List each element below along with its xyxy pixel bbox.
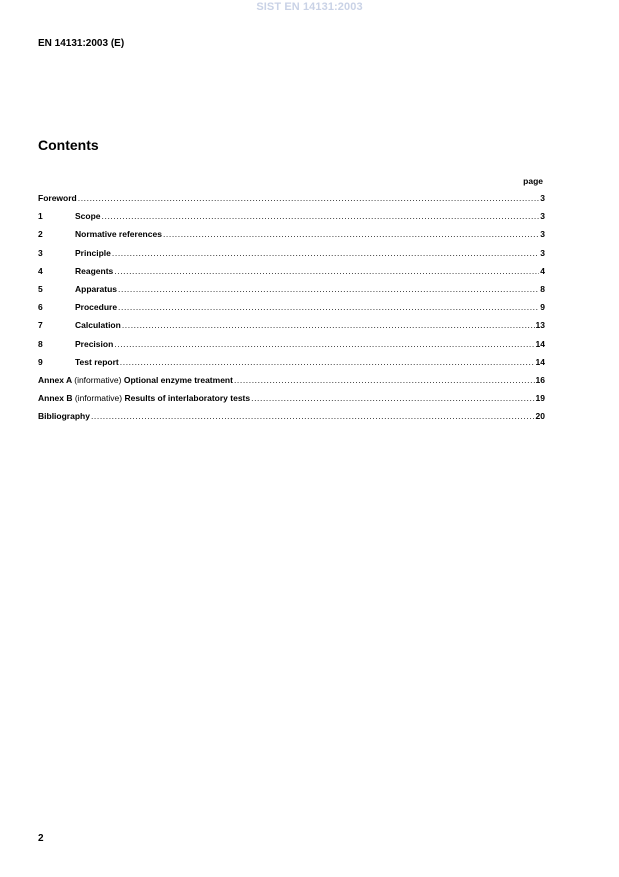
toc-entry-title: Calculation bbox=[75, 320, 121, 331]
toc-entry-number: 1 bbox=[38, 211, 43, 222]
toc-entry-title: Apparatus bbox=[75, 283, 118, 294]
toc-entry-annex-b[interactable] bbox=[38, 393, 545, 411]
toc-entry-page: 4 bbox=[540, 265, 545, 276]
toc-entry-number: 6 bbox=[38, 302, 43, 313]
toc-entry-apparatus[interactable] bbox=[38, 284, 545, 302]
annex-qualifier: (informative) bbox=[74, 393, 123, 404]
toc-entry-title: Scope bbox=[75, 211, 101, 222]
toc-entry-bibliography[interactable] bbox=[38, 411, 545, 429]
toc-leader bbox=[251, 393, 534, 403]
toc-entry-normative-references[interactable] bbox=[38, 229, 545, 247]
toc-entry-test-report[interactable] bbox=[38, 357, 545, 375]
toc-entry-procedure[interactable] bbox=[38, 302, 545, 320]
toc-leader bbox=[102, 211, 540, 221]
toc-leader bbox=[78, 193, 540, 203]
annex-qualifier: (informative) bbox=[74, 374, 122, 385]
toc-leader bbox=[114, 339, 534, 349]
toc-entry-title: Normative references bbox=[75, 229, 162, 240]
toc-entry-number: 8 bbox=[38, 338, 43, 349]
toc-entry-foreword[interactable] bbox=[38, 193, 545, 211]
annex-title: Optional enzyme treatment bbox=[123, 374, 233, 385]
toc-entry-page: 20 bbox=[535, 411, 545, 422]
toc-annex-title bbox=[38, 393, 250, 403]
contents-heading: Contents bbox=[38, 137, 99, 153]
toc-entry-page: 19 bbox=[535, 393, 545, 404]
toc-entry-title: Foreword bbox=[38, 193, 77, 203]
toc-entry-reagents[interactable] bbox=[38, 266, 545, 284]
toc-entry-page: 16 bbox=[535, 374, 545, 385]
toc-entry-title: Bibliography bbox=[38, 411, 90, 422]
annex-label: Annex B bbox=[38, 393, 73, 404]
toc-entry-number: 4 bbox=[38, 265, 43, 276]
toc-entry-page: 3 bbox=[540, 193, 545, 203]
toc-entry-page: 14 bbox=[535, 356, 545, 367]
toc-entry-title: Principle bbox=[75, 247, 111, 258]
annex-title: Results of interlaboratory tests bbox=[124, 393, 251, 404]
toc-leader bbox=[120, 357, 535, 367]
toc-entry-title: Procedure bbox=[75, 302, 118, 313]
toc-entry-page: 13 bbox=[535, 320, 545, 331]
toc-entry-principle[interactable] bbox=[38, 248, 545, 266]
watermark: SIST EN 14131:2003 bbox=[256, 1, 363, 13]
toc-leader bbox=[91, 411, 535, 421]
toc-leader bbox=[163, 229, 539, 239]
toc-leader bbox=[112, 248, 539, 258]
toc-entry-page: 3 bbox=[540, 211, 545, 222]
toc-entry-page: 3 bbox=[540, 247, 545, 258]
toc-entry-number: 7 bbox=[38, 320, 43, 331]
toc-leader bbox=[118, 284, 539, 294]
annex-label: Annex A bbox=[38, 374, 72, 385]
toc-leader bbox=[114, 266, 539, 276]
toc-entry-annex-a[interactable] bbox=[38, 375, 545, 393]
toc-entry-page: 14 bbox=[535, 338, 545, 349]
toc-leader bbox=[234, 375, 535, 385]
page-number: 2 bbox=[38, 833, 44, 844]
toc-entry-number: 2 bbox=[38, 229, 43, 240]
page-column-label: page bbox=[523, 176, 543, 186]
toc-entry-title: Test report bbox=[75, 356, 119, 367]
toc-entry-page: 8 bbox=[540, 283, 545, 294]
toc-leader bbox=[122, 320, 535, 330]
toc-leader bbox=[118, 302, 539, 312]
table-of-contents bbox=[38, 193, 545, 429]
toc-entry-calculation[interactable] bbox=[38, 320, 545, 338]
toc-entry-number: 5 bbox=[38, 283, 43, 294]
document-id: EN 14131:2003 (E) bbox=[38, 38, 125, 49]
toc-entry-page: 9 bbox=[540, 302, 545, 313]
toc-entry-number: 9 bbox=[38, 356, 43, 367]
toc-entry-title: Precision bbox=[75, 338, 114, 349]
toc-entry-precision[interactable] bbox=[38, 339, 545, 357]
toc-entry-number: 3 bbox=[38, 247, 43, 258]
toc-annex-title bbox=[38, 375, 233, 385]
toc-entry-scope[interactable] bbox=[38, 211, 545, 229]
toc-entry-page: 3 bbox=[540, 229, 545, 240]
toc-entry-title: Reagents bbox=[75, 265, 114, 276]
